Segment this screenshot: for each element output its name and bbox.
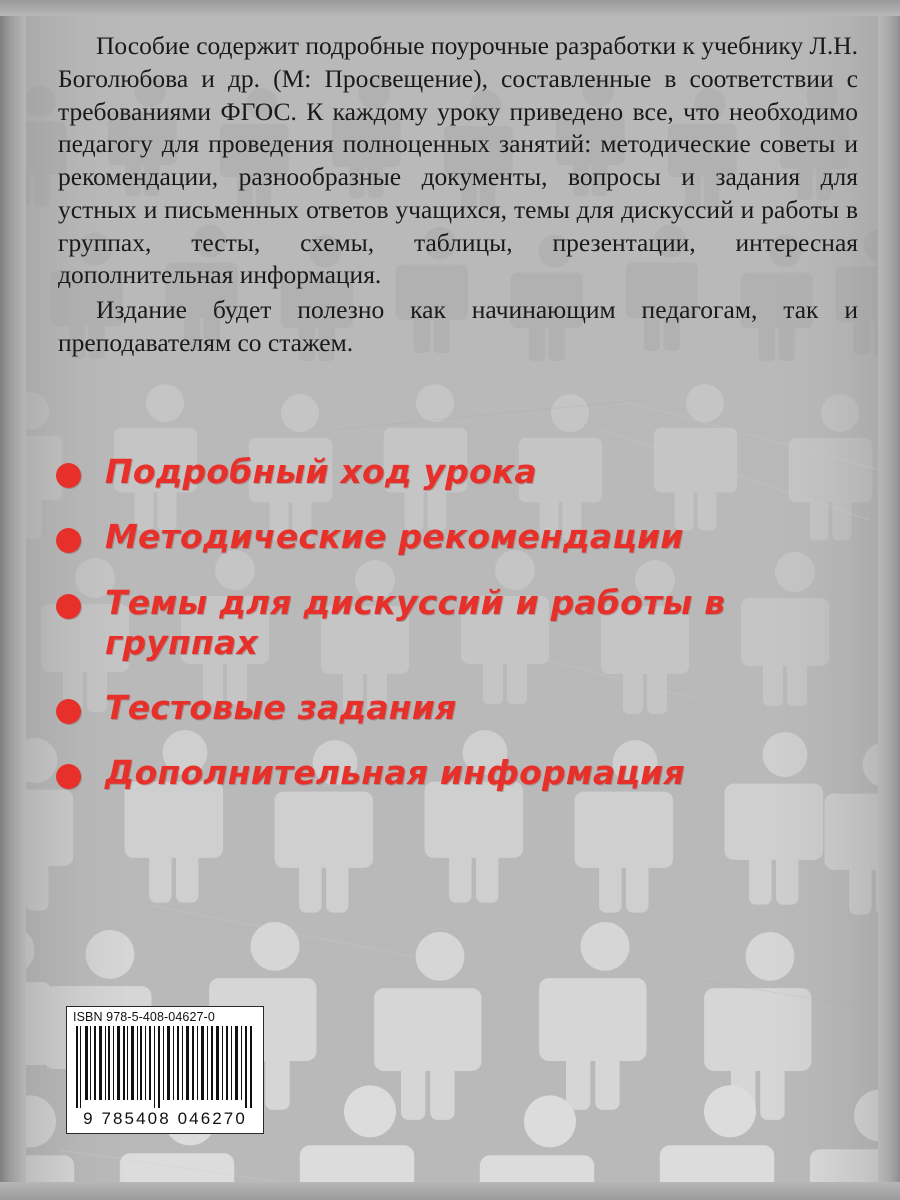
bullet-icon — [56, 463, 81, 488]
list-item — [56, 517, 846, 557]
annotation-text — [58, 30, 858, 360]
feature-label: Методические рекомендации — [105, 517, 684, 557]
bullet-icon — [56, 699, 81, 724]
list-item — [56, 688, 846, 728]
bullet-icon — [56, 528, 81, 553]
list-item — [56, 452, 846, 492]
feature-label: Дополнительная информация — [105, 753, 685, 793]
list-item — [56, 753, 846, 793]
feature-list — [56, 452, 846, 819]
feature-label: Темы для дискуссий и работы в группах — [105, 582, 726, 662]
feature-label: Тестовые задания — [105, 688, 457, 727]
isbn-label: ISBN 978-5-408-04627-0 — [73, 1010, 215, 1024]
annotation-paragraph-2: Издание будет полезно как начинающим педагогам, так и преподавателям со стажем. — [58, 295, 858, 357]
annotation-paragraph-1: Пособие содержит подробные поурочные разработки к учебнику Л.Н. Боголюбова и др. (М: Просвещение), составленные в соответствии с требованиями ФГОС. К каждому уроку приведено все, что необходимо педагогу для проведения полноценных занятий: методические советы и рекомендации, разнообразные документы, вопросы и задания для устных и письменных ответов учащихся, темы для дискуссий и работы в группах, тесты, схемы, таблицы, презентации, интересная дополнительная информация. — [58, 31, 858, 290]
barcode-image — [67, 1026, 263, 1108]
bullet-icon — [56, 594, 81, 619]
feature-label: Подробный ход урока — [105, 452, 537, 491]
isbn-barcode-block — [66, 1006, 264, 1134]
list-item — [56, 583, 846, 664]
barcode-digits: 9 785408 046270 — [83, 1109, 247, 1128]
bullet-icon — [56, 764, 81, 789]
